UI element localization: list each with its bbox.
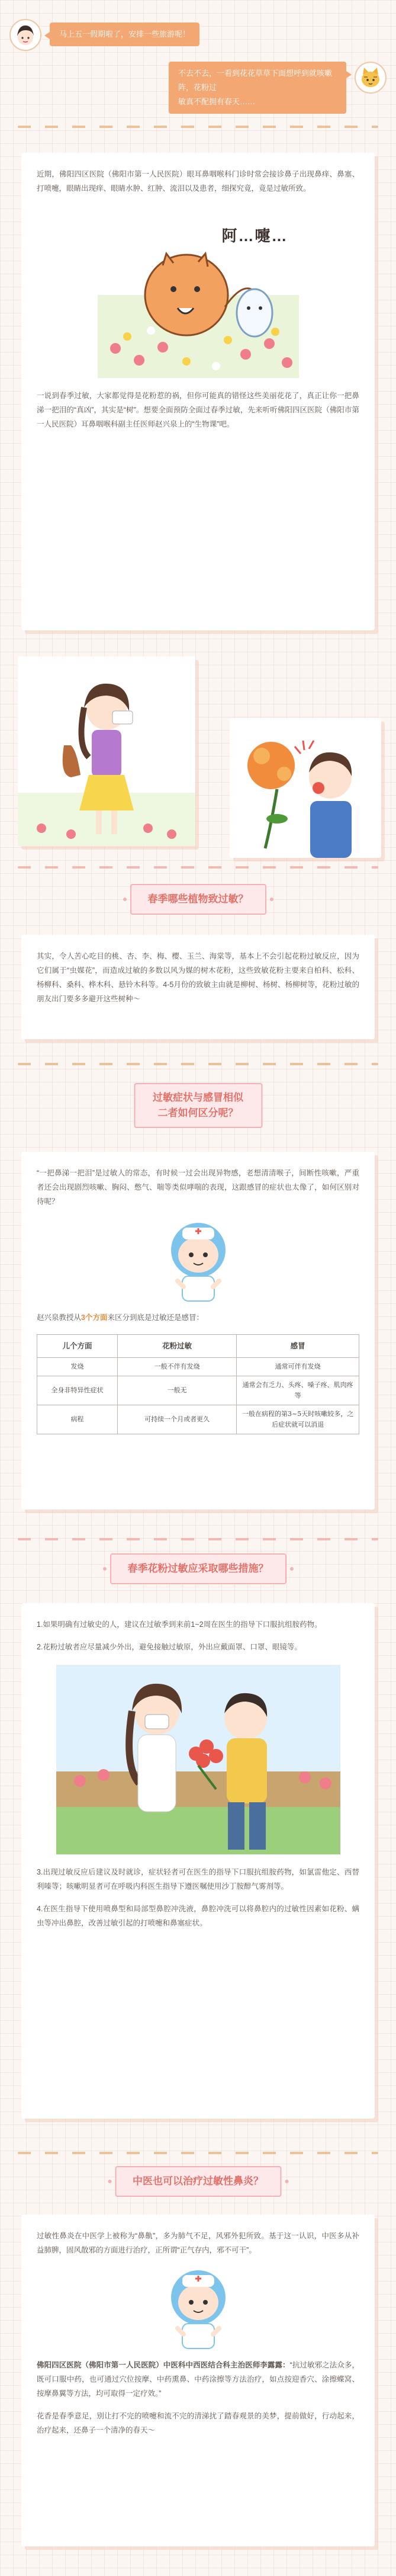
- girl-sneezing-illustration: [18, 656, 195, 846]
- couple-flowers-illustration: [56, 1665, 340, 1854]
- section-title-which-plants: [130, 884, 266, 915]
- allergy-vs-cold-table: [37, 1334, 359, 1434]
- intro-paragraph-2: 一说到春季过敏，大家都觉得是花粉惹的祸，但你可能真的错怪这些美丽花花了，真正让你一把鼻涕一把泪的“真凶”，其实是“树”。想要全面预防全面过春季过敏，先来听听佛阳四区医院（佛阳市第一人民医院）耳鼻咽喉科副主任医师赵兴泉上的“生物课”吧。: [37, 392, 359, 428]
- table-cell: 可持续一个月或者更久: [118, 1405, 237, 1434]
- section-title-line-1: 过敏症状与感冒相似: [153, 1092, 243, 1103]
- sneezing-cartoon-illustration: [98, 206, 299, 378]
- divider: [18, 1063, 378, 1065]
- measure-1: 1.如果明确有过敏史的人，建议在过敏季到来前1~2周在医生的指导下口服抗组胺药物。: [37, 1620, 322, 1629]
- measure-4: 4.在医生指导下使用喷鼻型和局部型鼻腔冲洗液，鼻腔冲洗可以将鼻腔内的过敏性因素如花粉、螨虫等冲出鼻腔，改善过敏引起的打喷嚏和鼻塞症状。: [37, 1905, 359, 1927]
- measure-3: 3.出现过敏反应后建议及时就诊，症状轻者可在医生的指导下口服抗组胺药物，如氯雷他定、西替利嗪等；咳嗽明显者可在呼吸内科医生指导下遵医嘱使用沙丁胺醇气雾剂等。: [37, 1868, 359, 1891]
- chat-msg-2-line-2: 敏真不配拥有春天……: [178, 97, 256, 106]
- section-2-card: [21, 1152, 375, 1510]
- table-row: [37, 1376, 359, 1405]
- table-cell: 一般在病程的第3~5天时咳嗽较多，之后症状就可以消退: [237, 1405, 359, 1434]
- divider: [18, 126, 378, 128]
- lead-text-pre: 赵兴泉教授从: [37, 1313, 82, 1322]
- intro-paragraph-1: 近期，佛阳四区医院（佛阳市第一人民医院）眼耳鼻咽喉科门诊时常会接诊鼻子出现鼻痒、鼻塞、打喷嚏，眼睛出现痒、眼睛水肿、红肿、流泪以及患者，细探究竟，竟是过敏所致。: [37, 170, 359, 193]
- table-header: 儿个方面: [37, 1335, 118, 1358]
- title-dot-icon: [270, 898, 273, 901]
- section-1-card: [21, 935, 375, 1039]
- table-cell: 通常会有乏力、头疼、嗓子疼、肌肉疼等: [237, 1376, 359, 1405]
- divider: [18, 866, 378, 869]
- doctor-quote: “抗过敏邪之法众多，既可口服中药，也可通过穴位按摩、中药熏鼻、中药涂擦等方法治疗，如点按迎香穴、涂擦蝶窝、按摩鼻翼等方法，均可取得一定疗效。”: [37, 2361, 359, 2398]
- table-cell: 全身非特异性症状: [37, 1376, 118, 1405]
- divider: [18, 2152, 378, 2154]
- table-cell: 通常可伴有发烧: [237, 1358, 359, 1376]
- section-2-lead: [37, 1311, 359, 1325]
- doctor-mascot-illustration: [160, 1217, 237, 1306]
- section-4-paragraph-3: 花香是春季意足，别让打不完的喷嚏和流不完的清涕扰了踏春观景的美梦，提前做好，行动起来，治疗起来，还鼻子一个清净的春天～: [37, 2412, 359, 2434]
- table-header: 感冒: [237, 1335, 359, 1358]
- title-dot-icon: [103, 1567, 107, 1571]
- table-row: [37, 1358, 359, 1376]
- avatar-cat: [355, 62, 387, 94]
- table-cell: 一般不伴有发烧: [118, 1358, 237, 1376]
- measure-2: 2.花粉过敏者应尽量减少外出，避免接触过敏原，外出应戴面罩、口罩、眼镜等。: [37, 1643, 302, 1651]
- section-title-text: 春季哪些植物致过敏？: [147, 893, 249, 905]
- sneeze-sound-text: 阿…嚏…: [221, 227, 288, 245]
- section-1-paragraph: 其实，令人苦心吃目的桃、杏、李、梅、樱、玉兰、海棠等，基本上不会引起花粉过敏反应，因为它们属于“虫媒花”，而造成过敏的多数以风为媒的树木花粉，这些致敏花粉主要来自柏科、松科、杨柳科、桑科、桦木科、悬铃木科等。4-5月份的致敏主由就是柳树、杨树、杨柳树等，花粉过敏的朋友出门要多多避开这些树种～: [37, 952, 359, 1003]
- table-row: [37, 1405, 359, 1434]
- man-flower-allergy-illustration: [230, 718, 381, 858]
- doctor-mascot-illustration: [160, 2264, 237, 2353]
- table-cell: 发烧: [37, 1358, 118, 1376]
- section-title-measures: [110, 1553, 286, 1584]
- table-cell: 一般无: [118, 1376, 237, 1405]
- chat-bubble-1: [50, 23, 199, 46]
- title-dot-icon: [285, 2180, 288, 2183]
- chat-row-right: [169, 62, 387, 114]
- section-title-allergy-vs-cold: [134, 1083, 262, 1128]
- table-header-row: [37, 1335, 359, 1358]
- intro-card: [21, 153, 375, 630]
- table-header: 花粉过敏: [118, 1335, 237, 1358]
- section-4-paragraph-2: [37, 2358, 359, 2401]
- lead-text-highlight: 3个方面: [81, 1313, 108, 1322]
- section-title-text: 春季花粉过敏应采取哪些措施？: [127, 1563, 269, 1574]
- chat-bubble-2: [169, 62, 346, 114]
- section-4-card: [21, 2215, 375, 2546]
- divider: [18, 1538, 378, 1540]
- title-dot-icon: [108, 2180, 111, 2183]
- avatar-girl: [9, 19, 41, 51]
- table-cell: 病程: [37, 1405, 118, 1434]
- doctor-name-bold: 佛阳四区医院（佛阳市第一人民医院）中医科中西医结合科主治医师李露露：: [37, 2361, 290, 2369]
- title-dot-icon: [290, 1567, 294, 1571]
- chat-msg-1: 马上五一假期啦了，安排一些旅游呢！: [59, 30, 191, 39]
- chat-msg-2-line-1: 不去不去，一看到花花草草下面想呼到就咳嗽阵，花粉过: [178, 69, 333, 92]
- section-title-text: 中医也可以治疗过敏性鼻炎？: [133, 2175, 263, 2187]
- title-dot-icon: [123, 898, 127, 901]
- section-2-paragraph: “一把鼻涕一把泪”是过敏人的常态，有时候一过会出现异物感，老想清清喉子，间断性咳嗽，严重者还会出现剧烈咳嗽、胸闷、憋气、喘等类似哮喘的表现，这跟感冒的症状也太像了，如何区别对待呢？: [37, 1169, 359, 1206]
- chat-row-left: [9, 19, 199, 51]
- lead-text-post: 来区分到底是过敏还是感冒：: [107, 1313, 204, 1322]
- section-3-card: [21, 1603, 375, 2119]
- section-title-tcm: [115, 2166, 281, 2197]
- section-title-line-2: 二者如何区分呢？: [157, 1107, 239, 1119]
- section-4-paragraph-1: 过敏性鼻炎在中医学上被称为“鼻鼽”，多为肺气不足，风邪外犯所致。基于这一认识，中医多从补益肺脾，固风散邪的方面进行治疗，正所谓“正气存内，邪不可干”。: [37, 2232, 359, 2254]
